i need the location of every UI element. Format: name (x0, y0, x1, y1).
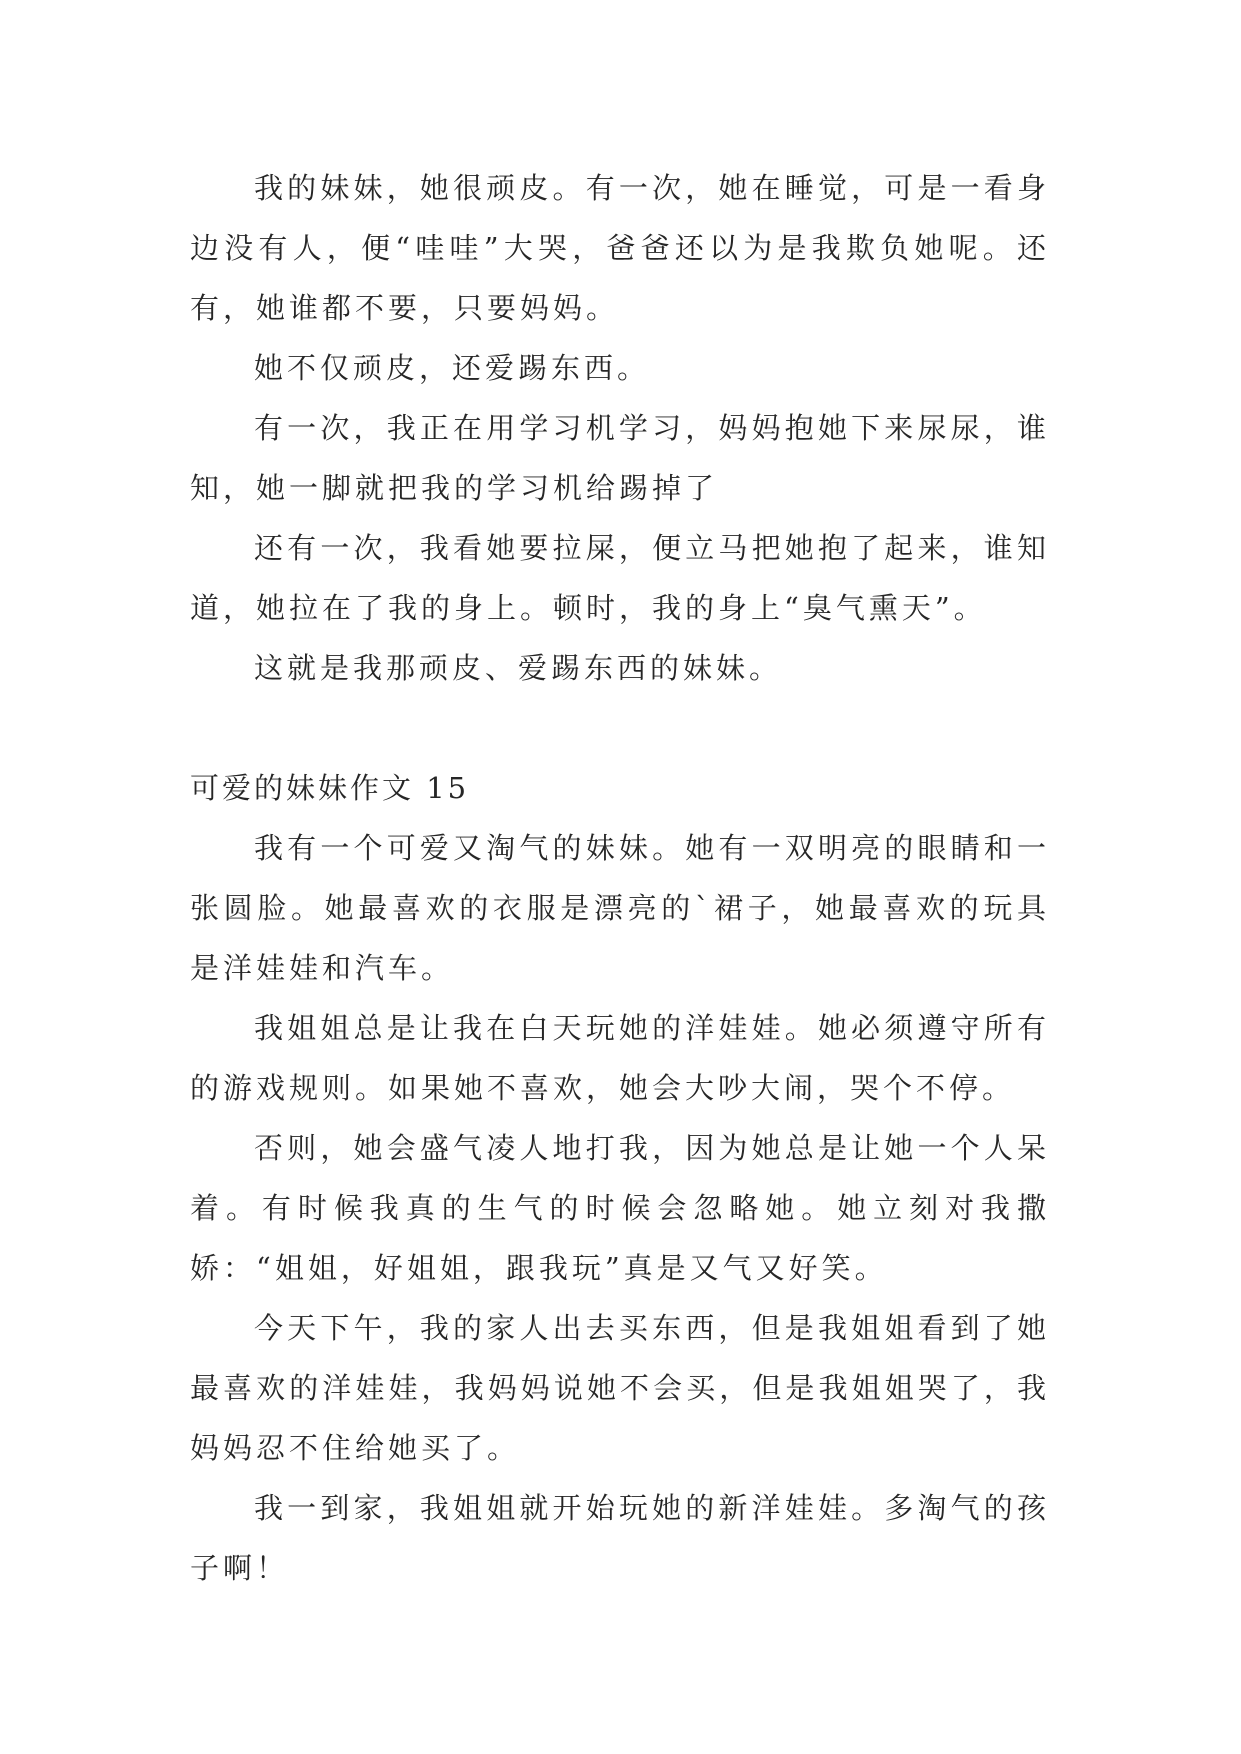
section-title: 可爱的妹妹作文 15 (190, 771, 470, 805)
paragraph: 我一到家，我姐姐就开始玩她的新洋娃娃。多淘气的孩子啊！ (190, 1491, 1050, 1585)
paragraph: 我的妹妹，她很顽皮。有一次，她在睡觉，可是一看身边没有人，便“哇哇”大哭，爸爸还以为是我欺负她呢。还有，她谁都不要，只要妈妈。 (190, 171, 1050, 325)
paragraph: 这就是我那顽皮、爱踢东西的妹妹。 (254, 651, 783, 685)
paragraph: 我姐姐总是让我在白天玩她的洋娃娃。她必须遵守所有的游戏规则。如果她不喜欢，她会大吵大闹，哭个不停。 (190, 1011, 1050, 1105)
paragraph: 我有一个可爱又淘气的妹妹。她有一双明亮的眼睛和一张圆脸。她最喜欢的衣服是漂亮的`裙子，她最喜欢的玩具是洋娃娃和汽车。 (190, 831, 1050, 985)
section-spacer (190, 698, 1050, 758)
paragraph: 她不仅顽皮，还爱踢东西。 (254, 351, 651, 385)
paragraph: 还有一次，我看她要拉屎，便立马把她抱了起来，谁知道，她拉在了我的身上。顿时，我的身上“臭气熏天”。 (190, 531, 1050, 625)
paragraph: 今天下午，我的家人出去买东西，但是我姐姐看到了她最喜欢的洋娃娃，我妈妈说她不会买，但是我姐姐哭了，我妈妈忍不住给她买了。 (190, 1311, 1050, 1465)
paragraph: 否则，她会盛气凌人地打我，因为她总是让她一个人呆着。有时候我真的生气的时候会忽略她。她立刻对我撒娇：“姐姐，好姐姐，跟我玩”真是又气又好笑。 (190, 1131, 1050, 1285)
paragraph: 有一次，我正在用学习机学习，妈妈抱她下来尿尿，谁知，她一脚就把我的学习机给踢掉了 (190, 411, 1050, 505)
document-body (190, 158, 1050, 1598)
